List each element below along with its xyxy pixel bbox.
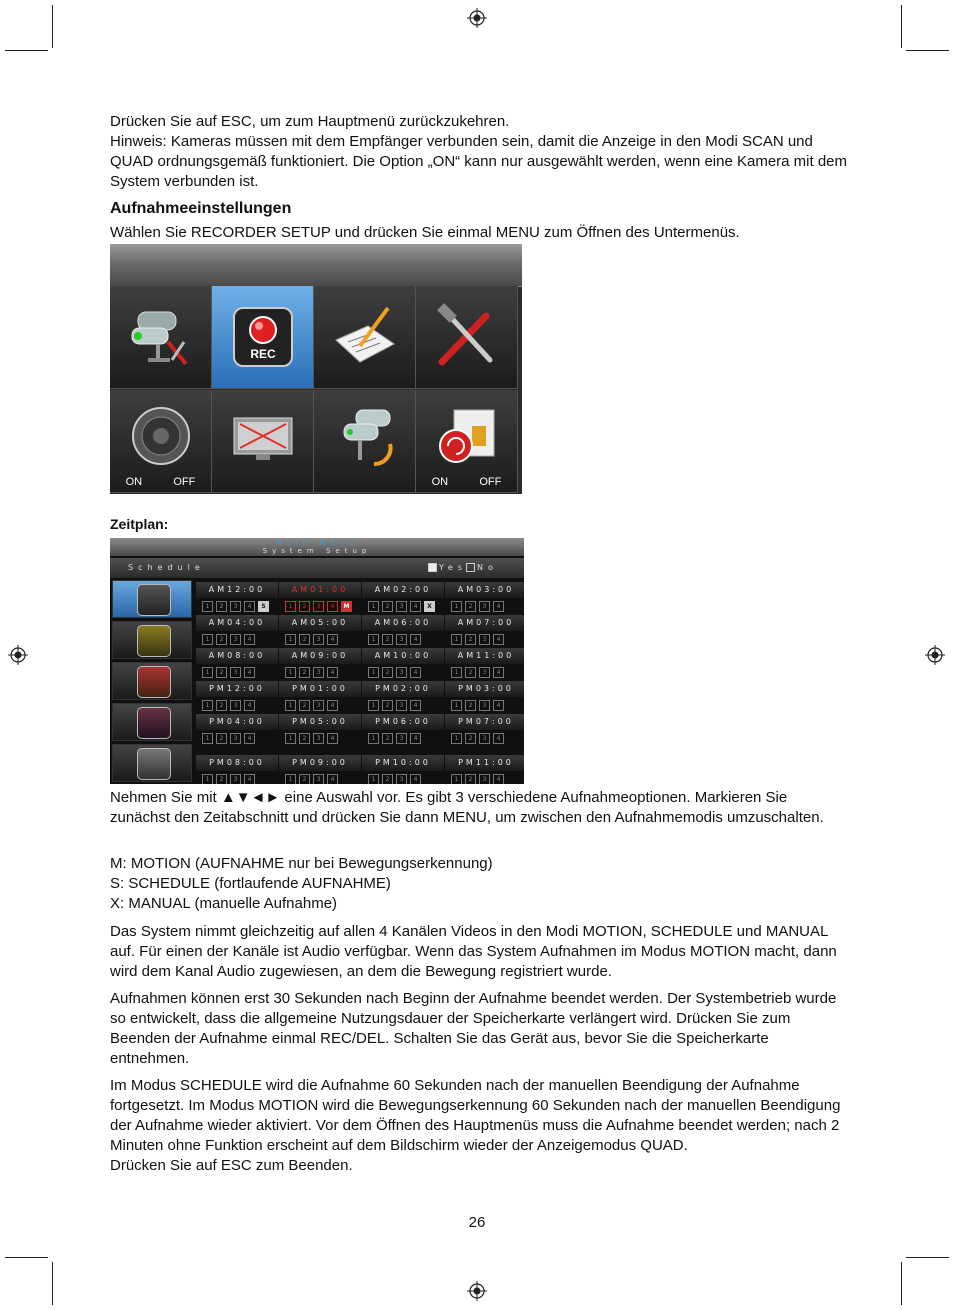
channel-box[interactable]: 3 [479, 634, 490, 645]
schedule-slot[interactable] [196, 712, 278, 744]
slot-time: PM11:00 [445, 755, 524, 771]
slot-time: PM01:00 [279, 681, 361, 697]
rec-label: REC [250, 347, 276, 361]
channel-box[interactable]: 1 [285, 601, 296, 612]
crop-mark [52, 5, 53, 48]
schedule-slot[interactable] [279, 753, 361, 784]
channel-box[interactable]: 1 [202, 700, 213, 711]
slot-channels [451, 700, 504, 711]
channel-box[interactable]: 4 [244, 601, 255, 612]
record-mode-mark[interactable]: S [258, 601, 269, 612]
channel-box[interactable]: 4 [493, 601, 504, 612]
channel-box[interactable]: 3 [313, 733, 324, 744]
channel-box[interactable]: 3 [313, 634, 324, 645]
channel-box[interactable]: 4 [327, 667, 338, 678]
channel-box[interactable]: 1 [285, 667, 296, 678]
side-screen-button[interactable] [112, 703, 192, 741]
overwrite-on-off[interactable] [416, 476, 517, 488]
tile-record-list[interactable] [314, 286, 416, 389]
channel-box[interactable]: 4 [244, 667, 255, 678]
schedule-slot[interactable] [362, 613, 444, 645]
channel-box[interactable]: 1 [202, 667, 213, 678]
channel-box[interactable]: 2 [216, 733, 227, 744]
slot-channels [202, 667, 255, 678]
channel-box[interactable]: 2 [216, 634, 227, 645]
slot-time: AM11:00 [445, 648, 524, 664]
channel-box[interactable]: 1 [202, 601, 213, 612]
camera-rotate-icon [330, 406, 400, 476]
channel-box[interactable]: 4 [244, 733, 255, 744]
crop-mark [906, 50, 949, 51]
slot-channels [368, 601, 435, 612]
channel-box[interactable]: 3 [230, 667, 241, 678]
camera-tools-icon [126, 302, 196, 372]
registration-mark-icon [467, 1281, 487, 1301]
channel-box[interactable]: 2 [382, 700, 393, 711]
mode-motion: M: MOTION (AUFNAHME nur bei Bewegungserkennung) [110, 855, 493, 872]
slot-time: AM02:00 [362, 582, 444, 598]
channel-box[interactable]: 1 [368, 667, 379, 678]
schedule-slot[interactable] [279, 613, 361, 645]
channel-box[interactable]: 1 [202, 774, 213, 784]
intro-line: Drücken Sie auf ESC, um zum Hauptmenü zurückzukehren. [110, 113, 510, 130]
tile-camera-setup[interactable] [110, 286, 212, 389]
slot-channels [202, 774, 255, 784]
channel-box[interactable]: 1 [451, 774, 462, 784]
channel-box[interactable]: 1 [285, 774, 296, 784]
channel-box[interactable]: 3 [396, 700, 407, 711]
schedule-edit-icon [137, 584, 171, 616]
channel-box[interactable]: 3 [396, 634, 407, 645]
registration-mark-icon [467, 8, 487, 28]
slot-time: PM02:00 [362, 681, 444, 697]
channel-box[interactable]: 3 [230, 733, 241, 744]
slot-time: PM08:00 [196, 755, 278, 771]
tile-recorder-setup[interactable] [212, 286, 314, 389]
schedule-screenshot [110, 538, 524, 784]
channel-box[interactable]: 2 [465, 667, 476, 678]
slot-channels [285, 700, 338, 711]
tile-system-setup[interactable] [416, 286, 518, 389]
slot-channels [451, 601, 504, 612]
no-option[interactable] [466, 558, 498, 578]
crop-mark [5, 50, 48, 51]
slot-channels [368, 733, 421, 744]
slot-channels [285, 774, 338, 784]
modes-list [110, 854, 850, 914]
channel-box[interactable]: 1 [368, 601, 379, 612]
slot-time: PM04:00 [196, 714, 278, 730]
schedule-slot[interactable] [279, 580, 361, 612]
slot-channels [285, 667, 338, 678]
schedule-slot[interactable] [445, 580, 524, 612]
channel-box[interactable]: 2 [465, 700, 476, 711]
channel-box[interactable]: 1 [368, 774, 379, 784]
channel-box[interactable]: 3 [313, 601, 324, 612]
slot-channels [451, 733, 504, 744]
channel-box[interactable]: 2 [465, 601, 476, 612]
channel-box[interactable]: 4 [410, 601, 421, 612]
slot-time: AM05:00 [279, 615, 361, 631]
channel-box[interactable]: 2 [382, 733, 393, 744]
channel-box[interactable]: 4 [327, 634, 338, 645]
schedule-slot[interactable] [279, 646, 361, 678]
tile-sd-overwrite[interactable] [416, 390, 518, 493]
crop-mark [901, 1262, 902, 1305]
channel-box[interactable]: 4 [410, 733, 421, 744]
schedule-slot[interactable] [196, 646, 278, 678]
schedule-slot[interactable] [362, 712, 444, 744]
channel-box[interactable]: 3 [230, 601, 241, 612]
channel-box[interactable]: 4 [493, 667, 504, 678]
menu-title-bar [110, 244, 522, 287]
schedule-slot[interactable] [362, 646, 444, 678]
tile-screen-off[interactable] [212, 390, 314, 493]
channel-box[interactable]: 4 [410, 774, 421, 784]
tile-audio[interactable] [110, 390, 212, 493]
mode-schedule: S: SCHEDULE (fortlaufende AUFNAHME) [110, 875, 391, 892]
channel-box[interactable]: 1 [451, 667, 462, 678]
slot-channels [202, 634, 255, 645]
side-storage-button[interactable] [112, 662, 192, 700]
channel-box[interactable]: 4 [410, 700, 421, 711]
slot-channels [451, 667, 504, 678]
speaker-icon [126, 406, 196, 476]
schedule-slot[interactable] [445, 712, 524, 744]
channel-box[interactable]: 3 [479, 733, 490, 744]
channel-box[interactable]: 3 [313, 774, 324, 784]
channel-box[interactable]: 3 [313, 667, 324, 678]
channel-box[interactable]: 1 [285, 733, 296, 744]
schedule-label: Zeitplan: [110, 516, 169, 532]
schedule-slot[interactable] [445, 679, 524, 711]
crop-mark [52, 1262, 53, 1305]
slot-time: AM10:00 [362, 648, 444, 664]
channel-box[interactable]: 3 [230, 634, 241, 645]
schedule-slot[interactable] [196, 613, 278, 645]
slot-channels [451, 634, 504, 645]
channel-box[interactable]: 4 [327, 774, 338, 784]
screen-off-icon [228, 406, 298, 476]
channel-box[interactable]: 2 [299, 733, 310, 744]
crop-mark [901, 5, 902, 48]
channel-box[interactable]: 1 [368, 733, 379, 744]
slot-time: PM03:00 [445, 681, 524, 697]
intro-note: Hinweis: Kameras müssen mit dem Empfänger verbunden sein, damit die Anzeige in den Modi SCAN und QUAD ordnungsgemäß funktioniert. Die Option „ON“ kann nur ausgewählt werden, wenn eine Kamera mit dem System verbunden ist. [110, 133, 848, 190]
channel-box[interactable]: 2 [216, 700, 227, 711]
channel-box[interactable]: 4 [493, 733, 504, 744]
channel-box[interactable]: 4 [327, 733, 338, 744]
registration-mark-icon [925, 645, 945, 665]
channel-box[interactable]: 4 [493, 700, 504, 711]
paragraph-channels: Das System nimmt gleichzeitig auf allen 4 Kanälen Videos in den Modi MOTION, SCHEDULE und MANUAL auf. Für einen der Kanäle ist Audio verfügbar. Wenn das System Aufnahmen im Modus MOTION macht, dann wird dem Kanal Audio zugewiesen, an dem die Bewegung registriert wurde. [110, 923, 837, 980]
channel-box[interactable]: 4 [493, 774, 504, 784]
system-setup-title: System Setup [262, 547, 372, 555]
schedule-slot[interactable] [445, 753, 524, 784]
yes-option[interactable] [428, 558, 467, 578]
channel-box[interactable]: 1 [451, 700, 462, 711]
channel-box[interactable]: 1 [451, 601, 462, 612]
slot-time: AM01:00 [279, 582, 361, 598]
channel-box[interactable]: 2 [382, 774, 393, 784]
channel-box[interactable]: 2 [465, 774, 476, 784]
crop-mark [906, 1257, 949, 1258]
channel-box[interactable]: 2 [299, 634, 310, 645]
slot-channels [285, 634, 338, 645]
registration-mark-icon [8, 645, 28, 665]
channel-box[interactable]: 2 [382, 634, 393, 645]
channel-box[interactable]: 2 [299, 601, 310, 612]
paragraph-schedule-mode [110, 1076, 850, 1176]
channel-box[interactable]: 3 [396, 667, 407, 678]
slot-time: PM12:00 [196, 681, 278, 697]
schedule-slot[interactable] [279, 679, 361, 711]
slot-time: PM07:00 [445, 714, 524, 730]
main-menu-screenshot [110, 244, 522, 494]
slot-channels [202, 733, 255, 744]
schedule-slot[interactable] [362, 753, 444, 784]
channel-box[interactable]: 3 [230, 700, 241, 711]
slot-time: PM06:00 [362, 714, 444, 730]
slot-time: AM08:00 [196, 648, 278, 664]
on-label: ON [431, 476, 449, 488]
channel-box[interactable]: 3 [396, 601, 407, 612]
channel-box[interactable]: 2 [216, 601, 227, 612]
section-intro: Wählen Sie RECORDER SETUP und drücken Sie einmal MENU zum Öffnen des Untermenüs. [110, 224, 740, 241]
schedule-slot[interactable] [196, 679, 278, 711]
channel-box[interactable]: 3 [396, 774, 407, 784]
schedule-slot[interactable] [445, 613, 524, 645]
channel-box[interactable]: 1 [451, 733, 462, 744]
slot-time: AM04:00 [196, 615, 278, 631]
schedule-slot[interactable] [196, 580, 278, 612]
channel-box[interactable]: 4 [244, 774, 255, 784]
channel-box[interactable]: 1 [202, 634, 213, 645]
on-label: ON [125, 476, 143, 488]
sd-card-icon [432, 406, 502, 476]
timer-icon [137, 748, 171, 780]
no-checkbox[interactable] [466, 563, 475, 572]
channel-box[interactable]: 2 [382, 601, 393, 612]
slot-channels [202, 700, 255, 711]
crop-mark [5, 1257, 48, 1258]
channel-box[interactable]: 3 [479, 774, 490, 784]
channel-box[interactable]: 3 [479, 601, 490, 612]
tools-icon [432, 302, 502, 372]
page-number: 26 [468, 1214, 486, 1231]
channel-box[interactable]: 2 [465, 634, 476, 645]
channel-box[interactable]: 3 [313, 700, 324, 711]
document-pen-icon [330, 302, 400, 372]
channel-box[interactable]: 2 [299, 774, 310, 784]
side-motion-button[interactable] [112, 621, 192, 659]
schedule-subbar [110, 558, 524, 578]
channel-box[interactable]: 2 [299, 667, 310, 678]
channel-box[interactable]: 4 [244, 634, 255, 645]
slot-time: PM09:00 [279, 755, 361, 771]
channel-box[interactable]: 4 [327, 700, 338, 711]
motion-person-icon [137, 625, 171, 657]
slot-channels [368, 700, 421, 711]
slot-channels [285, 601, 352, 612]
channel-box[interactable]: 3 [230, 774, 241, 784]
record-mode-mark[interactable]: M [341, 601, 352, 612]
slot-time: AM06:00 [362, 615, 444, 631]
slot-channels [202, 601, 269, 612]
slot-time: AM09:00 [279, 648, 361, 664]
mode-manual: X: MANUAL (manuelle Aufnahme) [110, 895, 338, 912]
channel-box[interactable]: 1 [451, 634, 462, 645]
channel-box[interactable]: 4 [493, 634, 504, 645]
section-title: Aufnahmeeinstellungen [110, 200, 292, 217]
schedule-slot[interactable] [196, 753, 278, 784]
side-schedule-button[interactable] [112, 580, 192, 618]
slot-channels [368, 634, 421, 645]
channel-box[interactable]: 1 [285, 700, 296, 711]
slot-time: AM07:00 [445, 615, 524, 631]
tile-camera-pairing[interactable] [314, 390, 416, 493]
slot-time: PM05:00 [279, 714, 361, 730]
slot-time: AM03:00 [445, 582, 524, 598]
channel-box[interactable]: 2 [299, 700, 310, 711]
slot-channels [368, 774, 421, 784]
channel-box[interactable]: 3 [479, 700, 490, 711]
slot-channels [285, 733, 338, 744]
channel-box[interactable]: 1 [202, 733, 213, 744]
slot-channels [368, 667, 421, 678]
intro-text [110, 112, 850, 192]
rec-icon [228, 302, 298, 372]
audio-on-off[interactable] [110, 476, 211, 488]
channel-box[interactable]: 4 [327, 601, 338, 612]
schedule-slot[interactable] [279, 712, 361, 744]
storage-icon [137, 666, 171, 698]
schedule-slot[interactable] [445, 646, 524, 678]
channel-box[interactable]: 1 [368, 634, 379, 645]
yes-label: Yes [439, 563, 467, 572]
main-menu-title: Main Menu [275, 539, 359, 547]
yes-checkbox[interactable] [428, 563, 437, 572]
channel-box[interactable]: 2 [382, 667, 393, 678]
schedule-slot[interactable] [362, 580, 444, 612]
slot-channels [451, 774, 504, 784]
slot-time: AM12:00 [196, 582, 278, 598]
channel-box[interactable]: 3 [479, 667, 490, 678]
channel-box[interactable]: 1 [285, 634, 296, 645]
off-label: OFF [173, 476, 196, 488]
paragraph-stop: Aufnahmen können erst 30 Sekunden nach Beginn der Aufnahme beendet werden. Der Systembetrieb wurde so entwickelt, dass die allgemeine Nutzungsdauer der Speicherkarte verlängert wird. Drücken Sie zum Beenden der Aufnahme einmal REC/DEL. Schalten Sie das Gerät aus, bevor Sie die Speicherkarte entnehmen. [110, 990, 837, 1067]
channel-box[interactable]: 2 [216, 774, 227, 784]
schedule-title: Schedule [128, 563, 205, 572]
screen-motion-icon [137, 707, 171, 739]
schedule-header [110, 538, 524, 556]
channel-box[interactable]: 2 [216, 667, 227, 678]
off-label: OFF [479, 476, 502, 488]
channel-box[interactable]: 2 [465, 733, 476, 744]
side-timer-button[interactable] [112, 744, 192, 782]
channel-box[interactable]: 4 [410, 667, 421, 678]
channel-box[interactable]: 4 [244, 700, 255, 711]
channel-box[interactable]: 1 [368, 700, 379, 711]
channel-box[interactable]: 3 [396, 733, 407, 744]
closing-text: Drücken Sie auf ESC zum Beenden. [110, 1157, 353, 1174]
channel-box[interactable]: 4 [410, 634, 421, 645]
paragraph-schedule-text: Im Modus SCHEDULE wird die Aufnahme 60 Sekunden nach der manuellen Beendigung der Aufnahme fortgesetzt. Im Modus MOTION wird die Bewegungserkennung 60 Sekunden nach der manuellen Beendigung der Aufnahme wieder aktiviert. Vor dem Öffnen des Hauptmenüs muss die Aufnahme beendet werden; nach 2 Minuten ohne Funktion erscheint auf dem Bildschirm wieder der Anzeigemodus QUAD. [110, 1077, 841, 1154]
slot-time: PM10:00 [362, 755, 444, 771]
paragraph-nav: Nehmen Sie mit ▲▼◄► eine Auswahl vor. Es gibt 3 verschiedene Aufnahmeoptionen. Markieren Sie zunächst den Zeitabschnitt und drücken Sie dann MENU, um zwischen den Aufnahmemodis umzuschalten. [110, 789, 824, 826]
record-mode-mark[interactable]: X [424, 601, 435, 612]
no-label: No [477, 563, 498, 572]
schedule-slot[interactable] [362, 679, 444, 711]
